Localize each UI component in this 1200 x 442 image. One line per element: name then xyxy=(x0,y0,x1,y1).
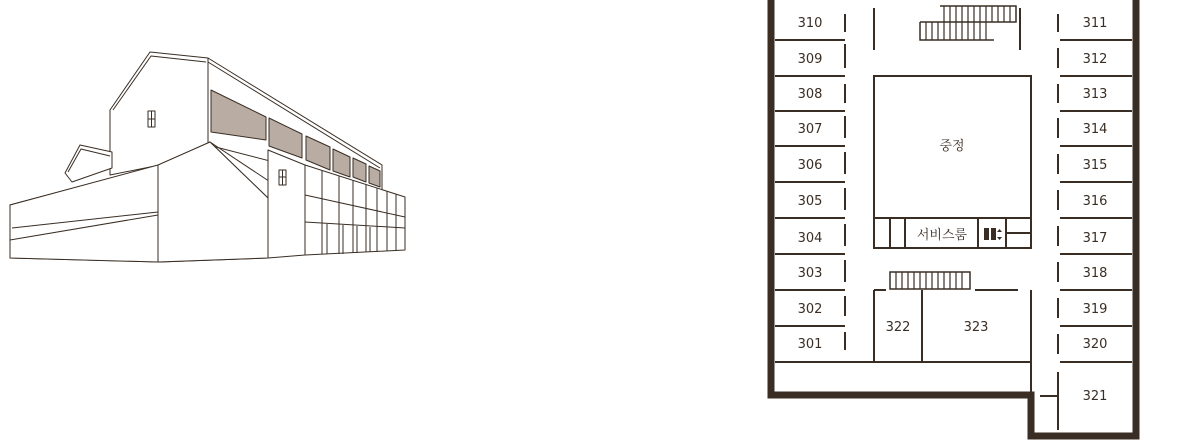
room-label[interactable]: 306 xyxy=(797,158,823,173)
right-room-labels xyxy=(1083,16,1108,352)
room-label[interactable]: 316 xyxy=(1082,194,1108,209)
room-label[interactable]: 303 xyxy=(797,266,823,281)
room-label-323[interactable]: 323 xyxy=(963,320,989,335)
room-label[interactable]: 320 xyxy=(1082,337,1108,352)
room-label[interactable]: 319 xyxy=(1082,302,1108,317)
room-label[interactable]: 309 xyxy=(797,52,823,67)
room-label[interactable]: 302 xyxy=(797,302,823,317)
room-label[interactable]: 313 xyxy=(1082,87,1108,102)
room-label[interactable]: 314 xyxy=(1082,122,1108,137)
room-label[interactable]: 312 xyxy=(1082,52,1108,67)
left-room-labels xyxy=(798,16,823,352)
building-perspective-icon xyxy=(10,52,405,262)
room-label[interactable]: 304 xyxy=(797,231,823,246)
room-label[interactable]: 311 xyxy=(1082,16,1108,31)
service-room-label[interactable]: 서비스룸 xyxy=(916,228,968,243)
stairs-icon xyxy=(890,272,970,289)
right-room-walls xyxy=(1040,14,1132,430)
room-label[interactable]: 308 xyxy=(797,87,823,102)
room-label[interactable]: 318 xyxy=(1082,266,1108,281)
room-label[interactable]: 310 xyxy=(797,16,823,31)
floor-plan xyxy=(771,0,1136,436)
room-label-321[interactable]: 321 xyxy=(1082,389,1108,404)
elevator-icon xyxy=(984,228,1002,240)
room-label[interactable]: 315 xyxy=(1082,158,1108,173)
room-label-322[interactable]: 322 xyxy=(885,320,911,335)
stairs-icon xyxy=(874,6,1020,50)
room-label[interactable]: 305 xyxy=(797,194,823,209)
room-label[interactable]: 317 xyxy=(1082,231,1108,246)
room-label[interactable]: 301 xyxy=(797,337,823,352)
courtyard-label: 중정 xyxy=(939,139,965,154)
room-label[interactable]: 307 xyxy=(797,122,823,137)
